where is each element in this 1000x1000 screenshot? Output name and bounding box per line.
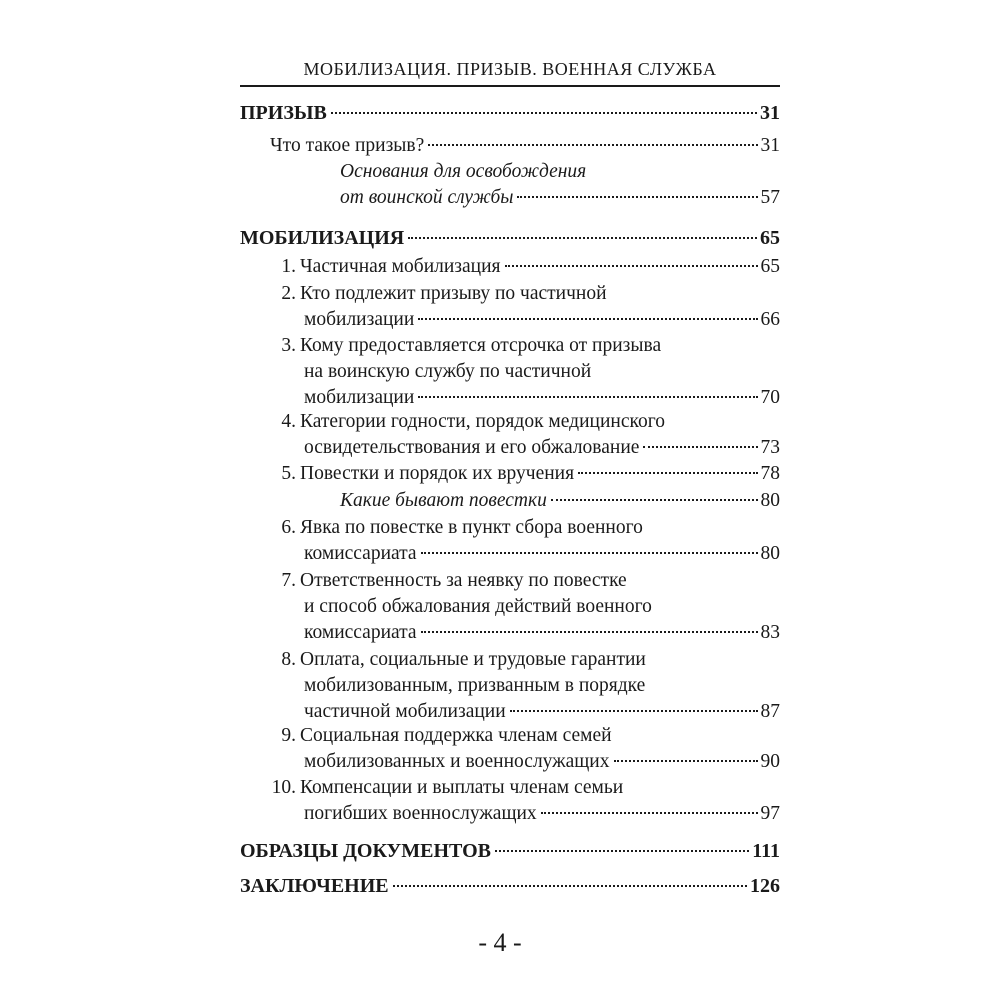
page-number: - 4 - [478,928,522,957]
toc-page: 80 [760,543,780,564]
dot-leader [421,631,758,633]
toc-title-line: мобилизованных и военнослужащих [304,751,610,772]
toc-title: ЗАКЛЮЧЕНИЕ [240,875,389,897]
toc-page: 83 [760,622,780,643]
toc-section-mobilizatsiya[interactable] [240,225,780,251]
toc-item-number: 6. [281,517,296,538]
dot-leader [393,885,747,887]
dot-leader [428,144,757,146]
toc-item-number: 8. [281,649,296,670]
toc-section-prizyv[interactable] [240,100,780,126]
dot-leader [614,760,758,762]
dot-leader [541,812,758,814]
toc-section-samples[interactable] [240,838,780,864]
toc-page: 31 [760,135,780,156]
toc-title-line: Оплата, социальные и трудовые гарантии [300,649,646,670]
toc-title-line: Основания для освобождения [340,161,587,182]
toc-page: 87 [760,701,780,722]
toc-item-5[interactable] [240,461,780,487]
dot-leader [578,472,757,474]
toc-item-8[interactable] [240,647,780,725]
toc-item-9[interactable] [240,723,780,775]
toc-page: 31 [760,102,780,124]
toc-title: Какие бывают повестки [340,490,547,511]
toc-title-line: Кому предоставляется отсрочка от призыва [300,335,662,356]
toc-item-10[interactable] [240,775,780,827]
toc-page: 90 [760,751,780,772]
dot-leader [418,396,757,398]
toc-item-1[interactable] [240,254,780,280]
dot-leader [331,112,757,114]
header-rule [240,85,780,87]
toc-title-line: мобилизации [304,387,415,408]
toc-item-number: 9. [281,725,296,746]
toc-item-number: 10. [271,777,296,798]
dot-leader [505,265,758,267]
toc-item-2[interactable] [240,281,780,333]
toc-item-4[interactable] [240,409,780,461]
toc-page: 126 [750,875,780,897]
toc-page: 57 [760,187,780,208]
toc-page: 80 [760,490,780,511]
toc-title-line: комиссариата [304,622,417,643]
toc-entry-what-is-prizyv[interactable] [240,133,780,159]
toc-item-6[interactable] [240,515,780,567]
toc-item-number: 1. [281,256,296,277]
running-head: МОБИЛИЗАЦИЯ. ПРИЗЫВ. ВОЕННАЯ СЛУЖБА [303,59,717,79]
toc-title-line: комиссариата [304,543,417,564]
toc-title-line: мобилизованным, призванным в порядке [304,675,646,696]
dot-leader [421,552,758,554]
dot-leader [510,710,758,712]
toc-title-line: Ответственность за неявку по повестке [300,570,627,591]
toc-title-line: и способ обжалования действий военного [304,596,652,617]
dot-leader [551,499,758,501]
toc-section-conclusion[interactable] [240,873,780,899]
toc-title-line: частичной мобилизации [304,701,506,722]
toc-title: Что такое призыв? [270,135,425,156]
toc-title: ОБРАЗЦЫ ДОКУМЕНТОВ [240,840,491,862]
toc-item-number: 3. [281,335,296,356]
toc-entry-exemption[interactable] [240,159,780,211]
dot-leader [495,850,749,852]
toc-page: 65 [760,256,780,277]
toc-item-number: 5. [281,463,296,484]
toc-title-line: на воинскую службу по частичной [304,361,592,382]
toc-page: 70 [760,387,780,408]
toc-title-line: погибших военнослужащих [304,803,537,824]
toc-item-number: 7. [281,570,296,591]
dot-leader [517,196,757,198]
dot-leader [408,237,757,239]
toc-title-line: Категории годности, порядок медицинского [300,411,665,432]
toc-title-line: Компенсации и выплаты членам семьи [300,777,624,798]
toc-item-number: 4. [281,411,296,432]
toc-title: МОБИЛИЗАЦИЯ [240,227,405,249]
toc-item-5-sub[interactable] [240,488,780,514]
toc-page: 78 [760,463,780,484]
toc-title-line: мобилизации [304,309,415,330]
toc-title-line: от воинской службы [340,187,514,208]
toc-page: 65 [760,227,780,249]
toc-title-line: Кто подлежит призыву по частичной [300,283,607,304]
toc-item-3[interactable] [240,333,780,411]
toc-page: 73 [760,437,780,458]
toc-title: ПРИЗЫВ [240,102,327,124]
toc-title: Частичная мобилизация [300,256,501,277]
toc-page: 111 [752,840,780,862]
dot-leader [643,446,757,448]
toc-item-number: 2. [281,283,296,304]
toc-page: 66 [760,309,780,330]
toc-title-line: освидетельствования и его обжалование [304,437,640,458]
toc-title: Повестки и порядок их вручения [300,463,575,484]
toc-title-line: Явка по повестке в пункт сбора военного [300,517,643,538]
toc-item-7[interactable] [240,568,780,646]
toc-title-line: Социальная поддержка членам семей [300,725,612,746]
toc-page: 97 [760,803,780,824]
dot-leader [418,318,757,320]
